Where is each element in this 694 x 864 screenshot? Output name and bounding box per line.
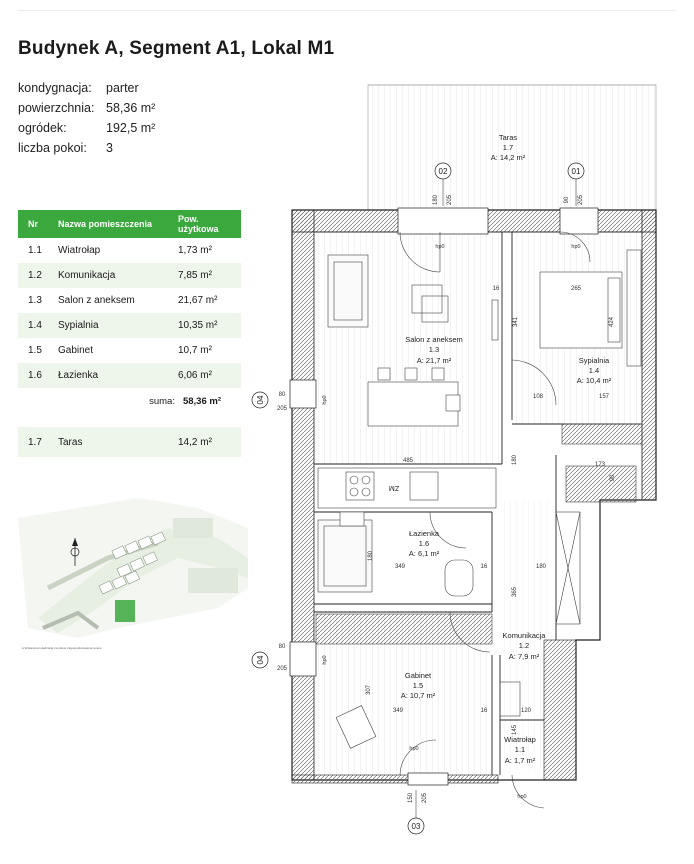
row-nr: 1.2: [28, 270, 42, 281]
header-name: Nazwa pomieszczenia: [58, 219, 153, 229]
svg-text:02: 02: [438, 167, 448, 176]
row-area: 14,2 m²: [178, 436, 212, 448]
svg-text:16: 16: [480, 708, 488, 714]
row-area: 6,06 m²: [178, 370, 212, 381]
svg-text:04: 04: [256, 655, 265, 665]
svg-text:205: 205: [422, 792, 428, 804]
sum-value: 58,36 m²: [182, 396, 221, 407]
svg-text:205: 205: [276, 666, 288, 672]
room-label-bathroom: [409, 529, 440, 558]
row-name: Gabinet: [58, 345, 94, 356]
row-area: 10,7 m²: [178, 345, 212, 356]
svg-text:205: 205: [276, 406, 288, 412]
svg-text:Komunikacja: Komunikacja: [502, 631, 546, 640]
svg-text:hp0: hp0: [435, 244, 445, 250]
top-divider: [18, 10, 676, 11]
svg-text:150: 150: [408, 792, 414, 804]
svg-text:hp0: hp0: [571, 244, 581, 250]
svg-text:180: 180: [433, 194, 439, 206]
svg-text:Wiatrołap: Wiatrołap: [504, 735, 536, 744]
svg-text:Sypialnia: Sypialnia: [578, 356, 610, 365]
svg-text:A: 10,4 m²: A: 10,4 m²: [576, 376, 612, 385]
row-nr: 1.3: [28, 295, 42, 306]
property-value: 58,36 m²: [106, 101, 156, 115]
svg-text:03: 03: [411, 822, 421, 831]
table-header: [18, 210, 241, 238]
property-value: parter: [106, 81, 139, 95]
svg-text:A: 7,9 m²: A: 7,9 m²: [508, 652, 540, 661]
table-row: [18, 338, 241, 363]
sum-label: suma:: [149, 396, 175, 407]
svg-text:424: 424: [609, 316, 615, 328]
svg-text:A: 21,7 m²: A: 21,7 m²: [416, 356, 452, 365]
svg-text:80: 80: [278, 644, 286, 650]
property-row: [18, 78, 155, 98]
row-nr: 1.6: [28, 370, 42, 381]
svg-text:1.5: 1.5: [412, 681, 424, 690]
property-row: [18, 98, 155, 118]
table-sum: [18, 388, 241, 415]
svg-text:1.2: 1.2: [518, 641, 530, 650]
svg-text:1.1: 1.1: [514, 745, 526, 754]
svg-text:90: 90: [564, 196, 570, 204]
svg-text:180: 180: [368, 550, 374, 562]
svg-text:485: 485: [402, 458, 414, 464]
svg-text:145: 145: [512, 724, 518, 736]
page-title: Budynek A, Segment A1, Lokal M1: [18, 38, 335, 59]
row-area: 1,73 m²: [178, 245, 212, 256]
svg-text:1.6: 1.6: [418, 539, 430, 548]
svg-text:349: 349: [392, 708, 404, 714]
rooms-table: [18, 210, 241, 457]
svg-text:108: 108: [532, 394, 544, 400]
svg-text:180: 180: [512, 454, 518, 466]
svg-text:349: 349: [394, 564, 406, 570]
row-name: Wiatrołap: [58, 245, 101, 256]
row-nr: 1.7: [28, 436, 42, 448]
property-label: ogródek:: [18, 121, 67, 135]
svg-text:341: 341: [513, 316, 519, 328]
svg-text:180: 180: [535, 564, 547, 570]
svg-text:hp0: hp0: [322, 655, 328, 665]
floor-plan: [250, 80, 690, 860]
row-name: Sypialnia: [58, 320, 99, 331]
svg-text:307: 307: [366, 684, 372, 696]
svg-text:157: 157: [598, 394, 610, 400]
svg-text:A: 10,7 m²: A: 10,7 m²: [400, 691, 436, 700]
table-row: [18, 263, 241, 288]
header-nr: Nr: [28, 219, 39, 229]
fridge-label: ZM: [388, 484, 400, 491]
row-name: Komunikacja: [58, 270, 116, 281]
highlighted-lot: [115, 600, 135, 622]
svg-text:80: 80: [278, 392, 286, 398]
row-nr: 1.4: [28, 320, 42, 331]
header-area-bottom: użytkowa: [178, 224, 219, 234]
table-row-terrace: [18, 427, 241, 457]
svg-text:hp0: hp0: [409, 746, 419, 752]
svg-text:Łazienka: Łazienka: [408, 529, 440, 538]
svg-text:Taras: Taras: [498, 133, 518, 142]
svg-text:hp0: hp0: [322, 395, 328, 405]
svg-text:90: 90: [610, 474, 616, 482]
table-row: [18, 313, 241, 338]
svg-text:Salon z aneksem: Salon z aneksem: [405, 335, 463, 344]
property-label: liczba pokoi:: [18, 141, 87, 155]
svg-text:A: 6,1 m²: A: 6,1 m²: [408, 549, 440, 558]
svg-text:365: 365: [512, 586, 518, 598]
svg-text:1.7: 1.7: [502, 143, 514, 152]
property-label: powierzchnia:: [18, 101, 95, 115]
svg-text:A: 1,7 m²: A: 1,7 m²: [504, 756, 536, 765]
property-value: 3: [106, 141, 113, 155]
svg-text:04: 04: [256, 395, 265, 405]
row-nr: 1.1: [28, 245, 42, 256]
row-area: 10,35 m²: [178, 320, 218, 331]
row-name: Taras: [58, 436, 83, 448]
svg-text:205: 205: [447, 194, 453, 206]
header-area-top: Pow.: [178, 214, 199, 224]
svg-text:A: 14,2 m²: A: 14,2 m²: [490, 153, 526, 162]
svg-text:hp0: hp0: [517, 794, 527, 800]
svg-text:16: 16: [480, 564, 488, 570]
table-row: [18, 288, 241, 313]
svg-text:120: 120: [520, 708, 532, 714]
row-name: Łazienka: [58, 370, 99, 381]
property-list: [18, 78, 155, 158]
svg-text:16: 16: [492, 286, 500, 292]
site-plan-map: [18, 488, 248, 658]
property-value: 192,5 m²: [106, 121, 156, 135]
table-row: [18, 238, 241, 263]
svg-text:265: 265: [570, 286, 582, 292]
svg-text:01: 01: [571, 167, 581, 176]
row-area: 21,67 m²: [178, 295, 218, 306]
map-legend: ● Wskazana lokalizacja na planie zagospodarowania terenu: [22, 646, 102, 650]
header-area: [178, 214, 238, 234]
row-nr: 1.5: [28, 345, 42, 356]
svg-text:1.4: 1.4: [588, 366, 600, 375]
row-name: Salon z aneksem: [58, 295, 135, 306]
property-row: [18, 118, 155, 138]
property-row: [18, 138, 155, 158]
svg-text:173: 173: [594, 462, 606, 468]
row-area: 7,85 m²: [178, 270, 212, 281]
svg-text:1.3: 1.3: [428, 345, 440, 354]
table-row: [18, 363, 241, 388]
svg-text:Gabinet: Gabinet: [404, 671, 432, 680]
svg-text:205: 205: [578, 194, 584, 206]
property-label: kondygnacja:: [18, 81, 92, 95]
